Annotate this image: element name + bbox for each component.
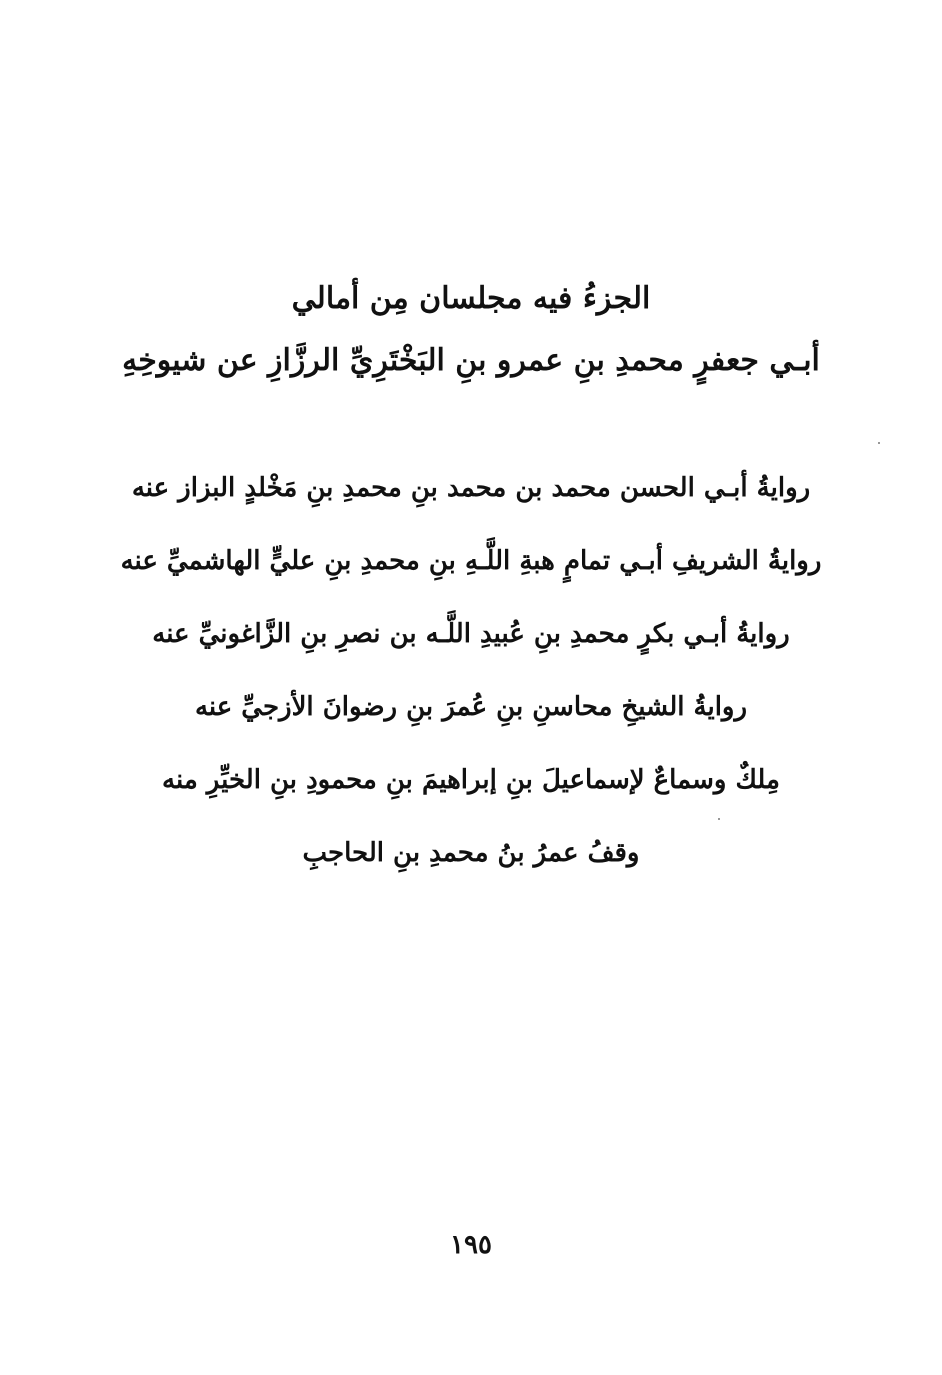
scan-speck — [878, 442, 880, 444]
chain-line: روايةُ الشريفِ أبـي تمامٍ هبةِ اللَّـهِ بنِ محمدِ بنِ عليٍّ الهاشميِّ عنه — [120, 546, 822, 576]
transmission-chain — [80, 452, 862, 890]
title-line-2: أبـي جعفرٍ محمدِ بنِ عمرو بنِ البَخْتَرِيِّ الرزَّازِ عن شيوخِهِ — [122, 343, 820, 378]
chain-line: روايةُ الشيخِ محاسنِ بنِ عُمرَ بنِ رضوانَ الأزجيِّ عنه — [194, 692, 748, 722]
chain-line: روايةُ أبـي بكرٍ محمدِ بنِ عُبيدِ اللَّـه بن نصرِ بنِ الزَّاغونيِّ عنه — [152, 619, 790, 649]
scan-speck — [718, 818, 720, 820]
document-title — [90, 268, 852, 392]
title-line-1: الجزءُ فيه مجلسان مِن أمالي — [291, 281, 651, 316]
chain-line: مِلكٌ وسماعٌ لإسماعيلَ بنِ إبراهيمَ بنِ محمودِ بنِ الخيِّرِ منه — [162, 765, 780, 795]
chain-line: روايةُ أبـي الحسن محمد بن محمد بنِ محمدِ بنِ مَخْلدٍ البزاز عنه — [131, 473, 811, 503]
page-number: ١٩٥ — [450, 1230, 492, 1260]
chain-line: وقفُ عمرُ بنُ محمدِ بنِ الحاجبِ — [302, 838, 640, 868]
